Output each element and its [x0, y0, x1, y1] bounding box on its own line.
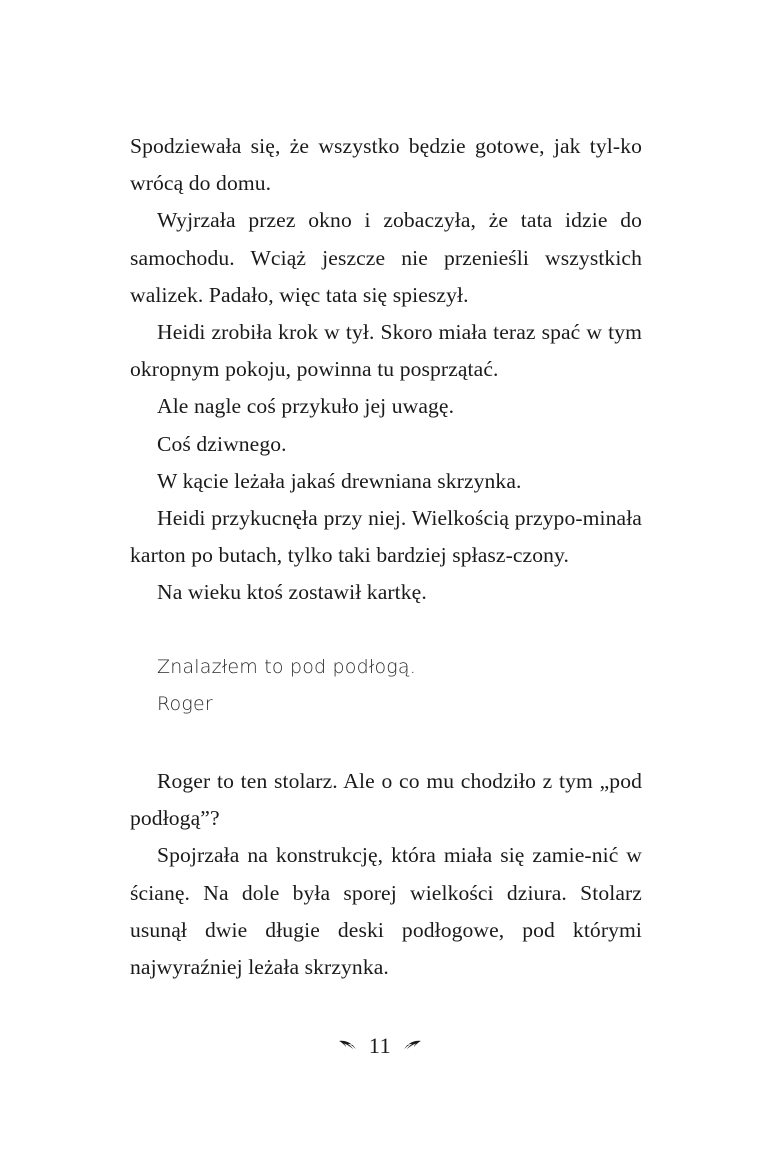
paragraph-9: Roger to ten stolarz. Ale o co mu chodziło z tym „pod podłogą”?	[130, 769, 642, 831]
page-number: 11	[368, 1033, 392, 1058]
leaf-flourish-right-icon	[402, 1038, 422, 1052]
paragraph-7: Heidi przykucnęła przy niej. Wielkością przypo-minała karton po butach, tylko taki bardziej spłasz-czony.	[130, 506, 642, 568]
page-footer	[0, 1033, 760, 1059]
leaf-flourish-left-icon	[338, 1038, 358, 1052]
found-note	[130, 649, 642, 723]
paragraph-8: Na wieku ktoś zostawił kartkę.	[157, 580, 427, 605]
note-line-message: Znalazłem to pod podłogą.	[157, 655, 416, 678]
paragraph-3: Heidi zrobiła krok w tył. Skoro miała teraz spać w tym okropnym pokoju, powinna tu posprzątać.	[130, 320, 642, 382]
paragraph-1: Spodziewała się, że wszystko będzie gotowe, jak tyl-ko wrócą do domu.	[130, 134, 642, 196]
page-text-block	[130, 128, 642, 986]
note-spacer-bottom	[130, 723, 642, 763]
paragraph-5: Coś dziwnego.	[157, 431, 287, 456]
note-line-signature: Roger	[157, 692, 213, 715]
note-spacer-top	[130, 612, 642, 649]
paragraph-10: Spojrzała na konstrukcję, która miała się zamie-nić w ścianę. Na dole była sporej wielkości dziura. Stolarz usunął dwie długie deski podłogowe, pod którymi najwyraźniej leżała skrzynka.	[130, 843, 642, 980]
paragraph-4: Ale nagle coś przykuło jej uwagę.	[157, 394, 455, 419]
paragraph-2: Wyjrzała przez okno i zobaczyła, że tata idzie do samochodu. Wciąż jeszcze nie przenieśli wszystkich walizek. Padało, więc tata się spieszył.	[130, 208, 642, 307]
paragraph-6: W kącie leżała jakaś drewniana skrzynka.	[157, 468, 522, 493]
